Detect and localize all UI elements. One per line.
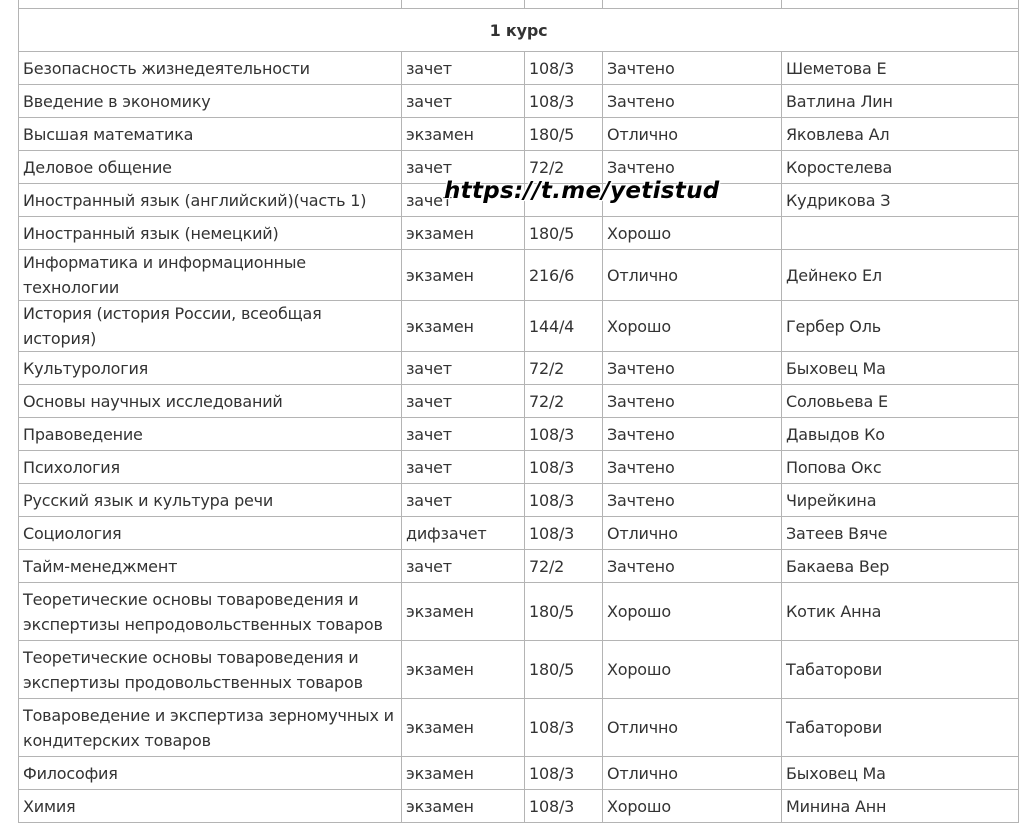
cell-grade: Зачтено: [603, 550, 782, 583]
cell-discipline: Деловое общение: [19, 151, 402, 184]
table-row: [19, 250, 1019, 301]
cell-hours: 108/3: [525, 85, 603, 118]
watermark-link[interactable]: https://t.me/yetistud: [444, 178, 720, 204]
cell-hours: 108/3: [525, 790, 603, 823]
table-row: [19, 52, 1019, 85]
cell-grade: Отлично: [603, 699, 782, 757]
cell-discipline: Культурология: [19, 352, 402, 385]
table-row: [19, 418, 1019, 451]
table-row: [19, 517, 1019, 550]
cell-form: экзамен: [402, 301, 525, 352]
cell-teacher: Давыдов Ко: [782, 418, 1019, 451]
table-row: [19, 85, 1019, 118]
cell-discipline: Теоретические основы товароведения и экспертизы продовольственных товаров: [19, 641, 402, 699]
cell-form: экзамен: [402, 250, 525, 301]
table-body: [19, 52, 1019, 823]
cell-form: экзамен: [402, 757, 525, 790]
cell-form: дифзачет: [402, 517, 525, 550]
cell-discipline: Социология: [19, 517, 402, 550]
cell-grade: Отлично: [603, 757, 782, 790]
cell-hours: 72/2: [525, 151, 603, 184]
cell-discipline: Иностранный язык (немецкий): [19, 217, 402, 250]
cell-form: экзамен: [402, 217, 525, 250]
cell-grade: Отлично: [603, 517, 782, 550]
table-row: [19, 217, 1019, 250]
cell-discipline: Товароведение и экспертиза зерномучных и кондитерских товаров: [19, 699, 402, 757]
cell-hours: 144/4: [525, 301, 603, 352]
cell-form: зачет: [402, 418, 525, 451]
cell-discipline: Высшая математика: [19, 118, 402, 151]
cell-discipline: Безопасность жизнедеятельности: [19, 52, 402, 85]
cell-discipline: История (история России, всеобщая история): [19, 301, 402, 352]
table-row: [19, 301, 1019, 352]
cell-discipline: Теоретические основы товароведения и экспертизы непродовольственных товаров: [19, 583, 402, 641]
cell-teacher: Соловьева Е: [782, 385, 1019, 418]
course-header: 1 курс: [19, 9, 1019, 52]
cell-form: [402, 0, 525, 9]
cell-hours: 72/2: [525, 385, 603, 418]
cell-discipline: [19, 0, 402, 9]
table-row: [19, 790, 1019, 823]
course-header-row: [19, 9, 1019, 52]
cell-form: экзамен: [402, 790, 525, 823]
cell-teacher: [782, 0, 1019, 9]
cell-hours: 72/2: [525, 352, 603, 385]
cell-form: зачет: [402, 184, 525, 217]
cell-form: зачет: [402, 550, 525, 583]
cell-hours: 72/2: [525, 550, 603, 583]
cell-hours: 108/3: [525, 699, 603, 757]
cell-form: зачет: [402, 352, 525, 385]
table-row: [19, 641, 1019, 699]
cell-grade: Зачтено: [603, 385, 782, 418]
cell-grade: Зачтено: [603, 151, 782, 184]
cell-form: экзамен: [402, 699, 525, 757]
cell-hours: 108/3: [525, 418, 603, 451]
cell-discipline: Правоведение: [19, 418, 402, 451]
cell-grade: Отлично: [603, 250, 782, 301]
table-row: [19, 451, 1019, 484]
cell-hours: 216/6: [525, 250, 603, 301]
cell-teacher: Затеев Вяче: [782, 517, 1019, 550]
cell-hours: [525, 0, 603, 9]
cell-teacher: Попова Окс: [782, 451, 1019, 484]
cell-grade: Зачтено: [603, 85, 782, 118]
cell-grade: Хорошо: [603, 641, 782, 699]
table-row: [19, 352, 1019, 385]
table-row: [19, 484, 1019, 517]
cell-hours: 180/5: [525, 118, 603, 151]
table-row: [19, 699, 1019, 757]
cell-discipline: Информатика и информационные технологии: [19, 250, 402, 301]
cell-discipline: Тайм-менеджмент: [19, 550, 402, 583]
cell-form: зачет: [402, 484, 525, 517]
cell-teacher: Шеметова Е: [782, 52, 1019, 85]
cell-teacher: Кудрикова З: [782, 184, 1019, 217]
cell-grade: Хорошо: [603, 301, 782, 352]
cell-hours: 108/3: [525, 517, 603, 550]
cell-grade: Зачтено: [603, 484, 782, 517]
cell-discipline: Основы научных исследований: [19, 385, 402, 418]
cell-teacher: Котик Анна: [782, 583, 1019, 641]
cell-form: экзамен: [402, 583, 525, 641]
cell-hours: 108/3: [525, 451, 603, 484]
cell-grade: Зачтено: [603, 352, 782, 385]
cell-teacher: Чирейкина: [782, 484, 1019, 517]
cell-teacher: Быховец Ма: [782, 757, 1019, 790]
cell-grade: [603, 0, 782, 9]
cell-teacher: Быховец Ма: [782, 352, 1019, 385]
cell-discipline: Иностранный язык (английский)(часть 1): [19, 184, 402, 217]
cell-teacher: Бакаева Вер: [782, 550, 1019, 583]
cell-grade: Хорошо: [603, 583, 782, 641]
cell-discipline: Психология: [19, 451, 402, 484]
cell-grade: Хорошо: [603, 217, 782, 250]
cell-teacher: Яковлева Ал: [782, 118, 1019, 151]
cell-teacher: Ватлина Лин: [782, 85, 1019, 118]
cell-form: зачет: [402, 451, 525, 484]
cell-grade: Зачтено: [603, 418, 782, 451]
cell-teacher: Коростелева: [782, 151, 1019, 184]
grades-table: [18, 0, 1019, 823]
table-row: [19, 118, 1019, 151]
cell-grade: Отлично: [603, 118, 782, 151]
cell-form: экзамен: [402, 118, 525, 151]
cell-hours: 180/5: [525, 217, 603, 250]
cell-grade: Зачтено: [603, 451, 782, 484]
cell-grade: Зачтено: [603, 52, 782, 85]
cell-teacher: Табаторови: [782, 699, 1019, 757]
cell-form: зачет: [402, 385, 525, 418]
table-row: [19, 385, 1019, 418]
cell-hours: 108/3: [525, 757, 603, 790]
cell-discipline: Химия: [19, 790, 402, 823]
cell-grade: Хорошо: [603, 790, 782, 823]
cell-form: зачет: [402, 52, 525, 85]
table-row: [19, 757, 1019, 790]
cell-discipline: Введение в экономику: [19, 85, 402, 118]
cell-hours: 180/5: [525, 583, 603, 641]
cell-form: экзамен: [402, 641, 525, 699]
cell-teacher: Минина Анн: [782, 790, 1019, 823]
cell-teacher: Дейнеко Ел: [782, 250, 1019, 301]
cell-hours: 108/3: [525, 484, 603, 517]
table-row-partial: [19, 0, 1019, 9]
cell-teacher: [782, 217, 1019, 250]
cell-teacher: Табаторови: [782, 641, 1019, 699]
cell-discipline: Философия: [19, 757, 402, 790]
cell-hours: 180/5: [525, 641, 603, 699]
cell-discipline: Русский язык и культура речи: [19, 484, 402, 517]
cell-hours: 108/3: [525, 52, 603, 85]
cell-form: зачет: [402, 151, 525, 184]
table-row: [19, 583, 1019, 641]
cell-teacher: Гербер Оль: [782, 301, 1019, 352]
cell-form: зачет: [402, 85, 525, 118]
table-row: [19, 550, 1019, 583]
